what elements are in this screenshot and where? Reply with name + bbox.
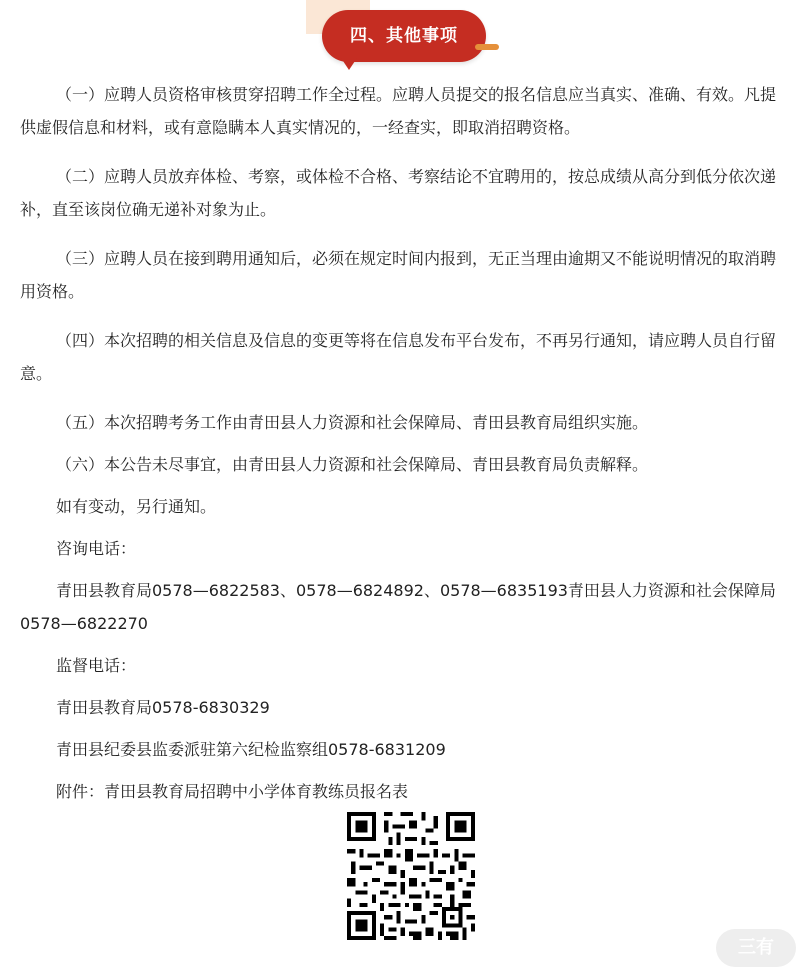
- supervise-phone-discipline: 青田县纪委县监委派驻第六纪检监察组0578-6831209: [56, 740, 446, 759]
- paragraph-item-3: （三）应聘人员在接到聘用通知后，必须在规定时间内报到，无正当理由逾期又不能说明情况的取消聘用资格。: [20, 249, 777, 301]
- badge-tail: [341, 58, 357, 70]
- notice-change: 如有变动，另行通知。: [56, 497, 217, 516]
- consult-phone-label: 咨询电话：: [56, 539, 137, 558]
- article-body: [20, 78, 786, 817]
- paragraph-item-5: （五）本次招聘考务工作由青田县人力资源和社会保障局、青田县教育局组织实施。: [56, 413, 649, 432]
- attachment-link[interactable]: 附件：青田县教育局招聘中小学体育教练员报名表: [56, 782, 409, 801]
- paragraph-item-1: （一）应聘人员资格审核贯穿招聘工作全过程。应聘人员提交的报名信息应当真实、准确、有效。凡提供虚假信息和材料，或有意隐瞒本人真实情况的，一经查实，即取消招聘资格。: [20, 85, 777, 137]
- qr-code[interactable]: [343, 808, 479, 944]
- watermark-logo: 三有: [716, 929, 796, 967]
- badge-accent: [475, 44, 499, 50]
- paragraph-item-2: （二）应聘人员放弃体检、考察，或体检不合格、考察结论不宜聘用的，按总成绩从高分到低分依次递补，直至该岗位确无递补对象为止。: [20, 167, 777, 219]
- consult-phone-numbers: 青田县教育局0578—6822583、0578—6824892、0578—6835193青田县人力资源和社会保障局 0578—6822270: [20, 581, 776, 633]
- paragraph-item-4: （四）本次招聘的相关信息及信息的变更等将在信息发布平台发布，不再另行通知，请应聘人员自行留意。: [20, 331, 777, 383]
- supervise-phone-education: 青田县教育局0578-6830329: [56, 698, 270, 717]
- section-title-badge: 四、其他事项: [322, 10, 486, 62]
- supervise-phone-label: 监督电话：: [56, 656, 137, 675]
- paragraph-item-6: （六）本公告未尽事宜，由青田县人力资源和社会保障局、青田县教育局负责解释。: [56, 455, 649, 474]
